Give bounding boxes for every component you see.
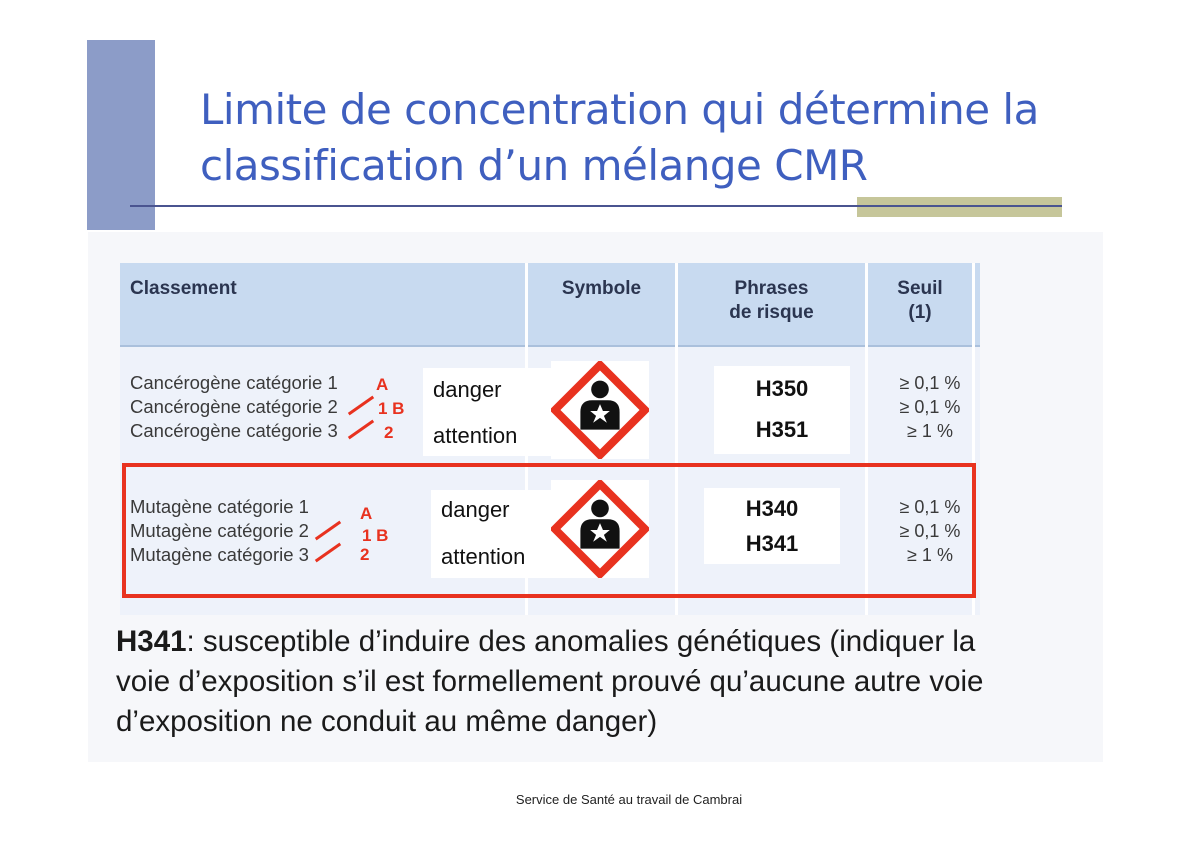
signal-word-attention: attention: [441, 544, 526, 569]
h-code: H350: [755, 376, 809, 401]
header-classement: Classement: [130, 278, 237, 299]
signal-word-danger: danger: [433, 377, 502, 402]
h-code-box: [704, 488, 840, 564]
h-code: H351: [755, 417, 809, 442]
title-rule: [130, 205, 1062, 207]
footer-text: Service de Santé au travail de Cambrai: [515, 792, 743, 807]
h-code: H341: [745, 531, 799, 556]
h-code: H340: [745, 496, 799, 521]
header-symbole: Symbole: [561, 278, 642, 299]
signal-word-box: [431, 490, 554, 578]
header-seuil: Seuil (1): [897, 278, 943, 323]
categories-list: Mutagène catégorie 1 Mutagène catégorie 2 Mutagène catégorie 3: [130, 496, 309, 565]
category-mark: 1 B: [378, 399, 405, 418]
title-rule-accent: [857, 197, 1062, 217]
category-mark: A: [360, 504, 373, 523]
h341-description: [116, 622, 1016, 742]
seuil-values: ≥ 0,1 % ≥ 0,1 % ≥ 1 %: [899, 497, 961, 565]
signal-word-danger: danger: [441, 497, 510, 522]
seuil-values: ≥ 0,1 % ≥ 0,1 % ≥ 1 %: [899, 373, 961, 441]
signal-word-attention: attention: [433, 423, 518, 448]
pictogram-box: [551, 480, 649, 578]
header-phrases-de-risque: Phrases de risque: [729, 278, 814, 323]
h-code-description: : susceptible d’induire des anomalies génétiques (indiquer la voie d’exposition s’il est formellement prouvé qu’aucune autre voie d’exposition ne conduit au même danger): [116, 625, 984, 738]
categories-list: Cancérogène catégorie 1 Cancérogène catégorie 2 Cancérogène catégorie 3: [130, 372, 338, 441]
category-mark: A: [376, 375, 389, 394]
pictogram-box: [551, 361, 649, 459]
title-accent-bar: [87, 40, 155, 230]
health-hazard-icon: [551, 361, 649, 459]
signal-word-box: [423, 368, 560, 456]
category-mark: 2: [384, 423, 394, 442]
h-code-box: [714, 366, 850, 454]
health-hazard-icon: [551, 480, 649, 578]
category-mark: 1 B: [362, 526, 389, 545]
h-code-label: H341: [116, 625, 187, 658]
category-mark: 2: [360, 545, 370, 564]
slide-title: Limite de concentration qui détermine la classification d’un mélange CMR: [200, 85, 1039, 190]
